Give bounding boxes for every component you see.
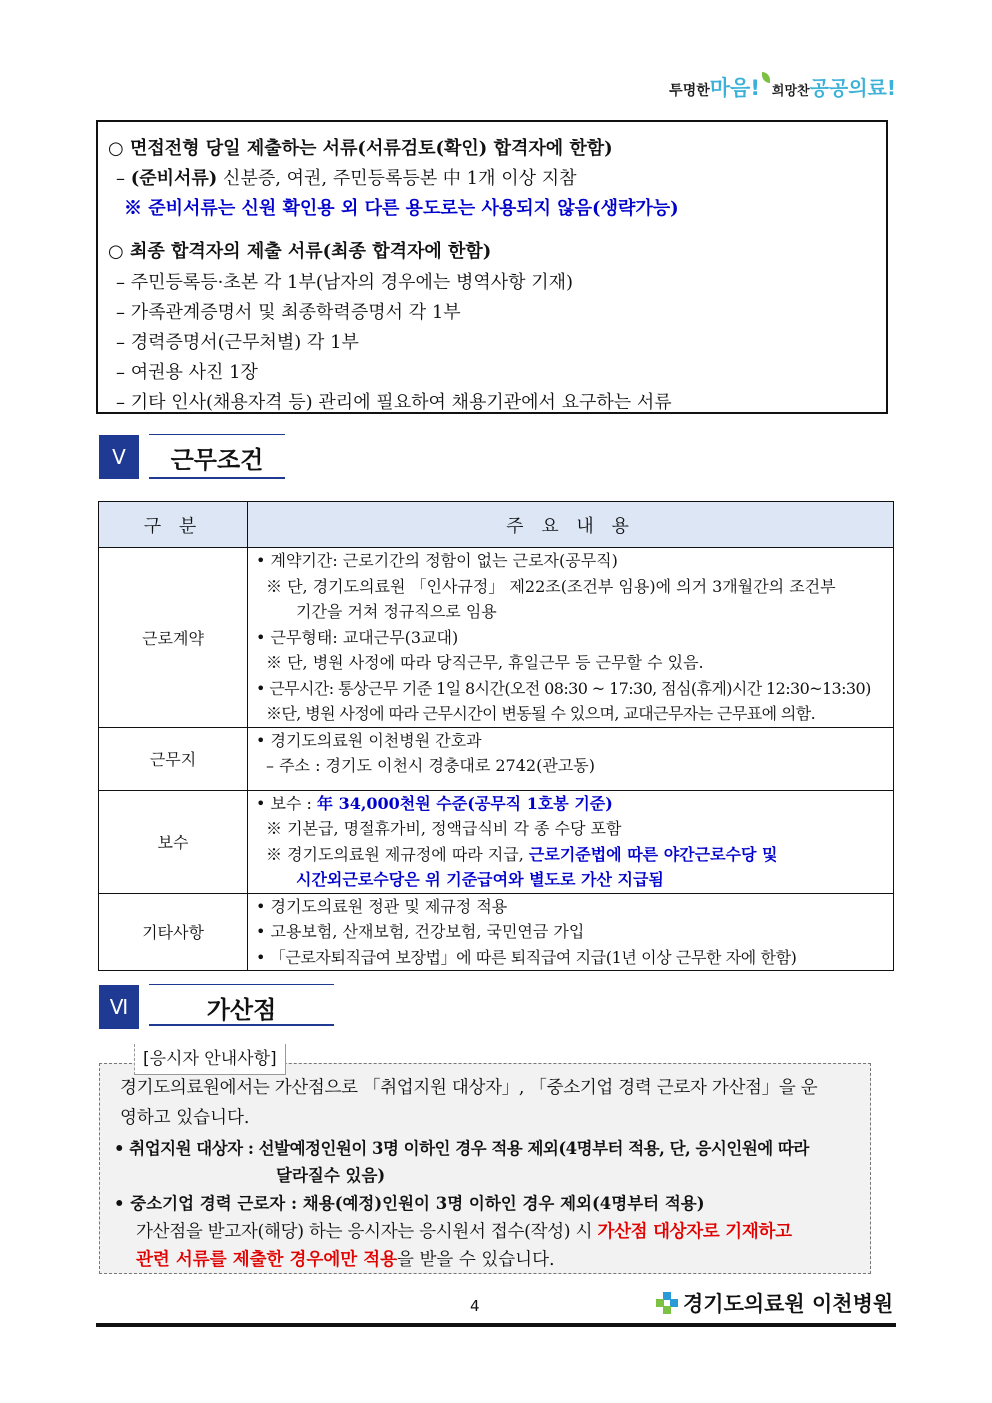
table-row (99, 790, 894, 893)
footer-org-name: 경기도의료원 이천병원 (683, 1292, 894, 1316)
leaf-icon (762, 72, 770, 83)
section-title: 가산점 (206, 996, 277, 1024)
page-number: 4 (470, 1297, 480, 1315)
table-header-row (99, 502, 894, 548)
section-rule-top (149, 434, 285, 435)
notice-item: • 중소기업 경력 근로자 : 채용(예정)인원이 3명 이하인 경우 제외(4명부터 적용) (114, 1194, 705, 1213)
notice-box (99, 1063, 871, 1274)
pay-amount: 年 34,000천원 수준(공무직 1호봉 기준) (317, 793, 613, 813)
table-row (99, 893, 894, 971)
notice-tag: [응시자 안내사항] (134, 1044, 286, 1075)
content-line: • 계약기간: 근로기간의 정함이 없는 근로자(공무직) (256, 551, 618, 570)
notice-item: 달라질수 있음) (276, 1166, 386, 1185)
content-line: • 근무시간: 통상근무 기준 1일 8시간(오전 08:30 ~ 17:30, 점심(휴게)시간 12:30~13:30) (256, 678, 871, 698)
slogan-part4: 공공의료! (809, 76, 896, 100)
notice-intro: 경기도의료원에서는 가산점으로 「취업지원 대상자」, 「중소기업 경력 근로자 가산점」을 운 (120, 1078, 818, 1098)
table-header-category: 구 분 (99, 502, 248, 548)
section-rule-top (149, 984, 334, 985)
work-conditions-table (98, 501, 894, 971)
notice-highlight: 관련 서류를 제출한 경우에만 적용 (136, 1250, 398, 1270)
final-item: – 주민등록등·초본 각 1부(남자의 경우에는 병역사항 기재) (116, 272, 574, 293)
content-line (256, 791, 893, 817)
final-heading: ○ 최종 합격자의 제출 서류(최종 합격자에 한함) (108, 241, 492, 262)
content-line: • 경기도의료원 정관 및 제규정 적용 (256, 896, 508, 916)
final-item: – 여권용 사진 1장 (116, 362, 258, 383)
notice-plain: 을 받을 수 있습니다. (397, 1250, 555, 1270)
pay-prefix: • 보수 : (256, 793, 317, 813)
section-rule-bottom (149, 477, 285, 479)
content-line: 기간을 거쳐 정규직으로 임용 (296, 602, 497, 621)
content-line (256, 842, 893, 868)
row-content (248, 790, 894, 893)
row-content (248, 727, 894, 790)
row-label: 근로계약 (99, 548, 248, 728)
interview-item (116, 164, 576, 194)
notice-intro: 영하고 있습니다. (120, 1108, 250, 1128)
cross-logo-icon (655, 1291, 679, 1315)
notice-highlight: 가산점 대상자로 기재하고 (597, 1222, 792, 1242)
table-row (99, 548, 894, 728)
interview-item-bold: (준비서류) (130, 168, 218, 189)
row-label: 기타사항 (99, 893, 248, 971)
slogan-part3: 희망찬 (771, 84, 810, 99)
content-line: • 고용보험, 산재보험, 건강보험, 국민연금 가입 (256, 922, 585, 941)
content-line: • 「근로자퇴직급여 보장법」에 따른 퇴직급여 지급(1년 이상 근무한 자에 한함) (256, 947, 797, 967)
pay-note2-plain: ※ 경기도의료원 제규정에 따라 지급, (266, 844, 529, 864)
documents-box (96, 120, 888, 414)
final-item: – 가족관계증명서 및 최종학력증명서 각 1부 (116, 302, 461, 323)
row-label: 근무지 (99, 727, 248, 790)
content-line: • 근무형태: 교대근무(3교대) (256, 627, 459, 647)
section-number: Ⅴ (99, 435, 139, 479)
table-row (99, 727, 894, 790)
footer-rule (96, 1323, 896, 1327)
section-number: Ⅵ (99, 985, 139, 1029)
content-line: ※ 단, 병원 사정에 따라 당직근무, 휴일근무 등 근무할 수 있음. (266, 653, 704, 672)
section-title: 근무조건 (170, 446, 264, 474)
footer-logo (655, 1288, 893, 1318)
content-line: – 주소 : 경기도 이천시 경충대로 2742(관고동) (266, 756, 595, 775)
slogan-part2: 마음! (709, 76, 760, 100)
row-content (248, 548, 894, 728)
content-line: ※단, 병원 사정에 따라 근무시간이 변동될 수 있으며, 교대근무자는 근무표에 의함. (266, 704, 816, 723)
pay-note2-bold: 근로기준법에 따른 야간근로수당 및 (528, 844, 778, 864)
interview-item-text: 신분증, 여권, 주민등록등본 中 1개 이상 지참 (217, 168, 577, 189)
interview-heading: ○ 면접전형 당일 제출하는 서류(서류검토(확인) 합격자에 한함) (108, 138, 613, 159)
notice-plain: 가산점을 받고자(해당) 하는 응시자는 응시원서 접수(작성) 시 (136, 1222, 598, 1242)
notice-item (136, 1218, 792, 1246)
content-line: ※ 기본급, 명절휴가비, 정액급식비 각 종 수당 포함 (266, 819, 622, 838)
table-header-content: 주 요 내 용 (248, 502, 894, 548)
final-item: – 기타 인사(채용자격 등) 관리에 필요하여 채용기관에서 요구하는 서류 (116, 392, 672, 413)
notice-item: • 취업지원 대상자 : 선발예정인원이 3명 이하인 경우 적용 제외(4명부터 적용, 단, 응시인원에 따라 (114, 1139, 809, 1158)
slogan-part1: 투명한 (669, 83, 710, 99)
content-line: • 경기도의료원 이천병원 간호과 (256, 730, 482, 750)
interview-note: ※ 준비서류는 신원 확인용 외 다른 용도로는 사용되지 않음(생략가능) (124, 198, 679, 219)
notice-item (136, 1246, 555, 1274)
row-content (248, 893, 894, 971)
content-line: 시간외근로수당은 위 기준급여와 별도로 가산 지급됨 (296, 870, 664, 889)
interview-item-prefix: – (116, 168, 131, 189)
header-slogan (669, 72, 896, 102)
final-item: – 경력증명서(근무처별) 각 1부 (116, 332, 359, 353)
section-rule-bottom (149, 1024, 334, 1026)
content-line: ※ 단, 경기도의료원 「인사규정」 제22조(조건부 임용)에 의거 3개월간의 조건부 (266, 576, 836, 596)
row-label: 보수 (99, 790, 248, 893)
